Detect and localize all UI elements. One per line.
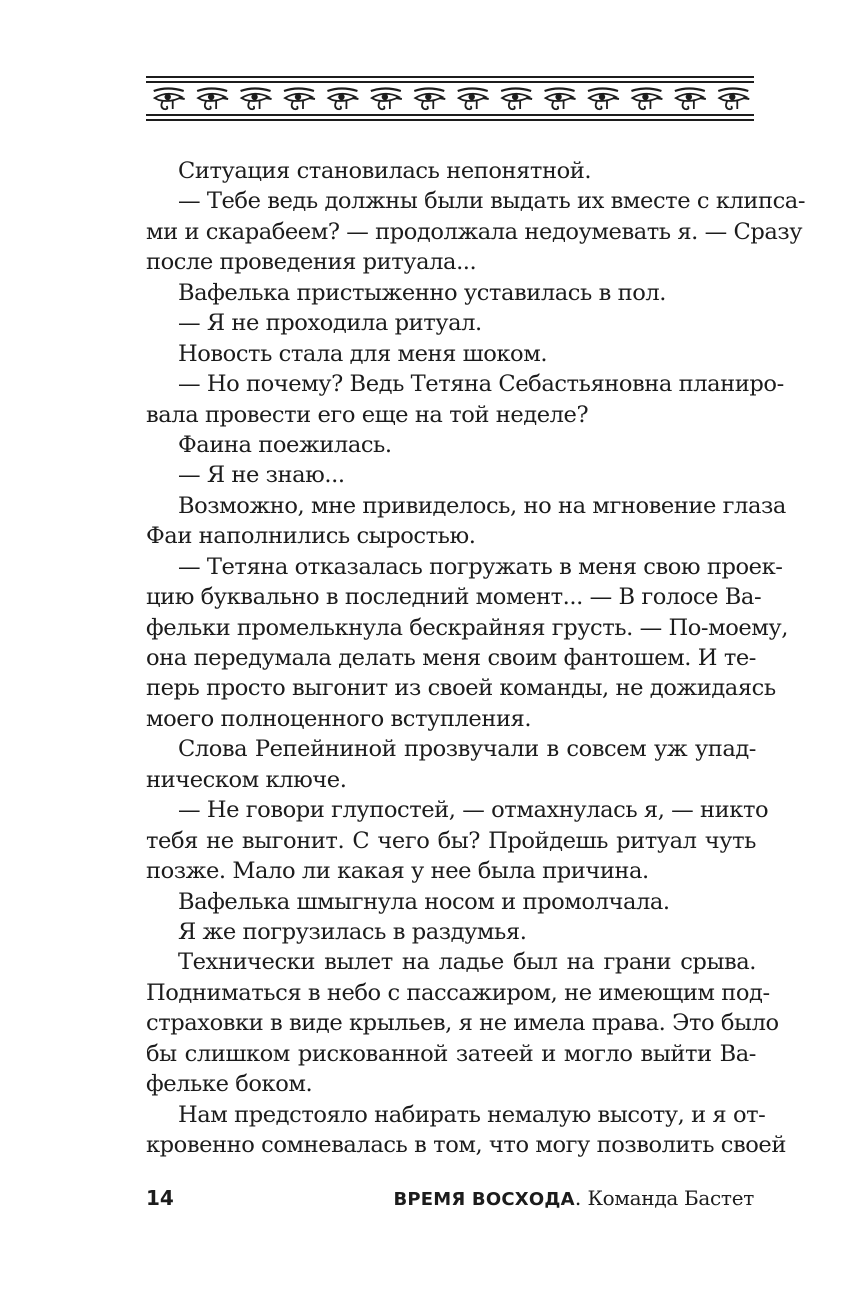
- text-line: вала провести его еще на той неделе?: [146, 401, 589, 428]
- paragraph: [146, 308, 756, 338]
- eye-of-horus-icon: [545, 89, 576, 110]
- eye-of-horus-icon: [197, 89, 228, 110]
- paragraph: [146, 156, 756, 186]
- text-line: Возможно, мне привиделось, но на мгновение глаза: [178, 492, 786, 519]
- text-line: фельке боком.: [146, 1071, 313, 1098]
- text-line: — Тебе ведь должны были выдать их вместе с клипса-: [178, 188, 806, 215]
- text-line: Ситуация становилась непонятной.: [178, 158, 592, 184]
- eye-of-horus-icon: [284, 89, 315, 110]
- eye-of-horus-icon: [414, 89, 445, 110]
- text-line: — Но почему? Ведь Тетяна Себастьяновна планиро-: [178, 371, 784, 398]
- paragraph: [146, 887, 756, 917]
- text-line: Вафелька пристыженно уставилась в пол.: [178, 279, 666, 306]
- text-line: — Я не знаю...: [178, 462, 345, 489]
- text-line: Нам предстояло набирать немалую высоту, и я от-: [178, 1101, 766, 1128]
- paragraph: [146, 917, 756, 947]
- text-line: Я же погрузилась в раздумья.: [178, 918, 527, 945]
- text-line: Фаина поежилась.: [178, 431, 392, 458]
- text-line: позже. Мало ли какая у нее была причина.: [146, 858, 649, 885]
- page-number: 14: [146, 1186, 174, 1210]
- eye-of-horus-icon: [241, 89, 272, 110]
- paragraph: [146, 734, 756, 795]
- text-line: — Не говори глупостей, — отмахнулась я, — никто: [178, 797, 769, 824]
- page-footer: [146, 1183, 754, 1213]
- eye-of-horus-icon: [458, 89, 489, 110]
- paragraph: [146, 339, 756, 369]
- text-line: ническом ключе.: [146, 766, 347, 793]
- text-line: — Тетяна отказалась погружать в меня свою проек-: [178, 553, 783, 580]
- running-head: [393, 1183, 754, 1215]
- paragraph: [146, 1100, 786, 1161]
- eye-of-horus-icon: [675, 89, 706, 110]
- text-line: Вафелька шмыгнула носом и промолчала.: [178, 888, 670, 915]
- eye-of-horus-icon: [631, 89, 662, 110]
- eye-of-horus-icon-strip: [146, 85, 754, 113]
- title-separator: .: [574, 1186, 588, 1210]
- eye-of-horus-icon: [718, 89, 749, 110]
- border-rule-top-outer: [146, 76, 754, 78]
- text-line: перь просто выгонит из своей команды, не дожидаясь: [146, 675, 776, 702]
- text-line: бы слишком рискованной затеей и могло выйти Ва-: [146, 1040, 756, 1067]
- text-line: Фаи наполнились сыростью.: [146, 523, 476, 550]
- paragraph: [146, 430, 756, 460]
- paragraph: [146, 369, 784, 430]
- text-line: она передумала делать меня своим фантошем. И те-: [146, 645, 756, 671]
- top-ornament-border: [146, 76, 754, 122]
- eye-of-horus-icon: [327, 89, 358, 110]
- body-text: [146, 156, 806, 1160]
- eye-of-horus-icon: [154, 89, 185, 110]
- text-line: — Я не проходила ритуал.: [178, 310, 482, 337]
- text-line: кровенно сомневалась в том, что могу позволить своей: [146, 1132, 786, 1158]
- text-line: ми и скарабеем? — продолжала недоумевать я. — Сразу: [146, 218, 803, 245]
- book-title: ВРЕМЯ ВОСХОДА: [393, 1189, 575, 1210]
- paragraph: [146, 186, 806, 277]
- text-line: тебя не выгонит. С чего бы? Пройдешь ритуал чуть: [146, 827, 756, 854]
- paragraph: [146, 947, 779, 1099]
- text-line: фельки промелькнула бескрайняя грусть. — По-моему,: [146, 614, 788, 641]
- border-rule-bottom-outer: [146, 119, 754, 121]
- paragraph: [146, 552, 788, 735]
- text-line: Подниматься в небо с пассажиром, не имеющим под-: [146, 979, 770, 1006]
- text-line: Слова Репейниной прозвучали в совсем уж упад-: [178, 736, 756, 763]
- text-line: страховки в виде крыльев, я не имела права. Это было: [146, 1010, 779, 1037]
- border-rule-bottom-inner: [146, 114, 754, 116]
- text-line: цию буквально в последний момент... — В голосе Ва-: [146, 584, 762, 611]
- text-line: Технически вылет на ладье был на грани срыва.: [178, 949, 756, 976]
- eye-of-horus-icon: [371, 89, 402, 110]
- paragraph: [146, 491, 786, 552]
- series-title: Команда Бастет: [587, 1186, 754, 1210]
- text-line: после проведения ритуала...: [146, 249, 477, 276]
- eye-of-horus-row: [146, 85, 754, 113]
- eye-of-horus-icon: [501, 89, 532, 110]
- text-line: Новость стала для меня шоком.: [178, 340, 548, 367]
- paragraph: [146, 278, 756, 308]
- text-line: моего полноценного вступления.: [146, 705, 532, 732]
- border-rule-top-inner: [146, 81, 754, 83]
- paragraph: [146, 795, 769, 886]
- paragraph: [146, 460, 756, 490]
- eye-of-horus-icon: [588, 89, 619, 110]
